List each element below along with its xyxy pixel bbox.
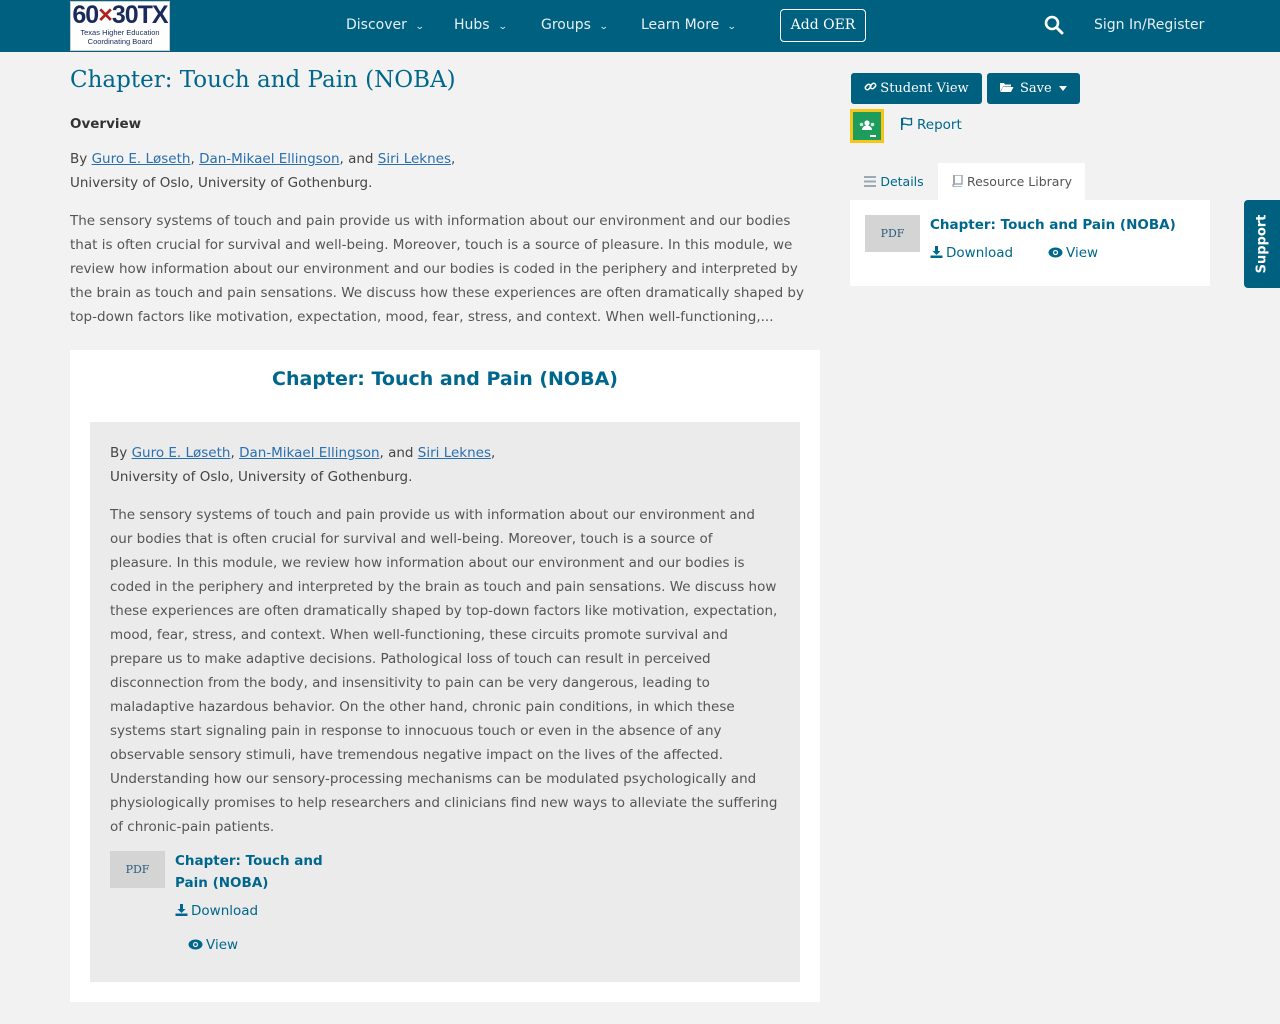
author-link-ellingson[interactable]: Dan-Mikael Ellingson	[239, 445, 380, 461]
view-link[interactable]: View	[188, 937, 238, 953]
page-title: Chapter: Touch and Pain (NOBA)	[70, 67, 456, 93]
pdf-file-icon: PDF	[110, 851, 165, 888]
student-view-button[interactable]: Student View	[851, 73, 982, 104]
caret-down-icon	[1059, 86, 1067, 91]
author-link-loseth[interactable]: Guro E. Løseth	[91, 151, 191, 167]
google-classroom-icon	[853, 112, 881, 140]
author-link-ellingson[interactable]: Dan-Mikael Ellingson	[199, 151, 340, 167]
eye-icon	[1048, 247, 1063, 258]
list-icon	[864, 176, 876, 187]
report-link[interactable]: Report	[900, 117, 962, 133]
author-byline: By Guro E. Løseth, Dan-Mikael Ellingson, and Siri Leknes, University of Oslo, University of Gothenburg.	[70, 151, 456, 191]
link-icon	[864, 80, 877, 93]
folder-open-icon	[999, 81, 1014, 93]
download-link[interactable]: Download	[175, 903, 258, 919]
chevron-down-icon: ⌄	[414, 22, 425, 32]
chevron-down-icon: ⌄	[497, 22, 508, 32]
logo-line-1: Texas Higher Education	[80, 28, 160, 37]
overview-summary: The sensory systems of touch and pain provide us with information about our environment and our bodies that is often crucial for survival and well-being. Moreover, touch is a source of pleasure. In this module, we review how information about our environment and our bodies is coded in the periphery and interpreted by the brain as touch and pain sensations. We discuss how these experiences are often dramatically shaped by top-down factors like motivation, expectation, mood, fear, stress, and context. When well-functioning,...	[70, 213, 804, 325]
save-dropdown-button[interactable]: Save	[987, 73, 1080, 104]
search-icon[interactable]	[1044, 15, 1064, 35]
sidebar-view-link[interactable]: View	[1048, 245, 1098, 261]
chevron-down-icon: ⌄	[598, 22, 609, 32]
tab-resource-library[interactable]: Resource Library	[938, 163, 1085, 200]
google-classroom-share-button[interactable]	[850, 109, 884, 143]
card-author-byline: By Guro E. Løseth, Dan-Mikael Ellingson, and Siri Leknes, University of Oslo, University of Gothenburg.	[110, 445, 496, 485]
tab-details[interactable]: Details	[851, 163, 937, 200]
book-icon	[951, 175, 963, 187]
nav-discover[interactable]: Discover ⌄	[346, 17, 425, 33]
top-navbar	[0, 0, 1280, 52]
pdf-file-icon: PDF	[865, 215, 920, 252]
site-logo[interactable]	[70, 1, 170, 51]
logo-wordmark: 60×30TX	[72, 1, 168, 29]
resource-title-link[interactable]: Chapter: Touch and Pain (NOBA)	[175, 853, 323, 891]
download-icon	[175, 903, 188, 916]
sign-in-register-link[interactable]: Sign In/Register	[1094, 17, 1205, 33]
overview-heading: Overview	[70, 116, 142, 132]
support-tab[interactable]: Support	[1244, 200, 1280, 288]
card-title: Chapter: Touch and Pain (NOBA)	[272, 368, 618, 390]
sidebar-download-link[interactable]: Download	[930, 245, 1013, 261]
affiliation: University of Oslo, University of Gothenburg.	[70, 175, 373, 191]
nav-groups[interactable]: Groups ⌄	[541, 17, 609, 33]
chevron-down-icon: ⌄	[727, 22, 737, 32]
full-description: The sensory systems of touch and pain provide us with information about our environment and our bodies that is often crucial for survival and well-being. Moreover, touch is a source of pleasure. In this module, we review how information about our environment and our bodies is coded in the periphery and interpreted by the brain as touch and pain sensations. We discuss how these experiences are often dramatically shaped by top-down factors like motivation, expectation, mood, fear, stress, and context. When well-functioning, these circuits promote survival and prepare us to make adaptive decisions. Pathological loss of touch can result in perceived disconnection from the body, and insensitivity to pain can be very dangerous, leading to maladaptive hazardous behavior. On the other hand, chronic pain conditions, in which these systems start signaling pain in response to innocuous touch or even in the absence of any observable sensory stimuli, have tremendous negative impact on the lives of the affected. Understanding how our sensory-processing mechanisms can be modulated psychologically and physiologically promises to help researchers and clinicians find new ways to alleviate the suffering of chronic-pain patients.	[110, 507, 778, 835]
author-link-leknes[interactable]: Siri Leknes	[417, 445, 492, 461]
add-oer-button[interactable]: Add OER	[780, 9, 866, 42]
nav-hubs[interactable]: Hubs ⌄	[454, 17, 508, 33]
flag-icon	[900, 117, 914, 130]
logo-line-2: Coordinating Board	[87, 37, 153, 46]
nav-learn-more[interactable]: Learn More ⌄	[641, 17, 737, 33]
affiliation: University of Oslo, University of Gothenburg.	[110, 469, 413, 485]
author-link-loseth[interactable]: Guro E. Løseth	[131, 445, 231, 461]
author-link-leknes[interactable]: Siri Leknes	[377, 151, 452, 167]
eye-icon	[188, 939, 203, 950]
sidebar-resource-title-link[interactable]: Chapter: Touch and Pain (NOBA)	[930, 217, 1176, 233]
download-icon	[930, 245, 943, 258]
